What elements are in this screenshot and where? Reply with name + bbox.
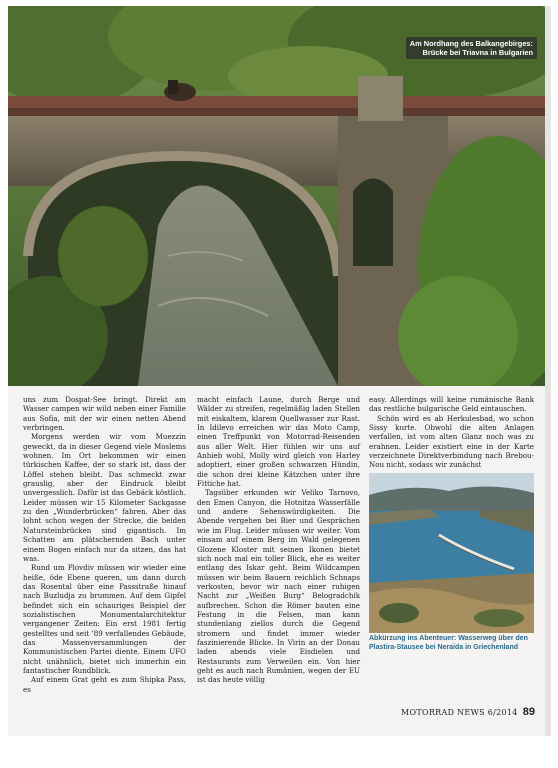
- magazine-issue: MOTORRAD NEWS 6/2014: [401, 708, 518, 717]
- paragraph: Auf einem Grat geht es zum Shipka Pass, es: [23, 675, 186, 694]
- inset-photo-lake-bridge: [369, 473, 534, 633]
- hero-caption: [406, 37, 537, 59]
- paragraph: macht einfach Laune, durch Berge und Wälder zu streifen, regelmäßig laden Stellen mit eiskaltem, klarem Quellwasser zur Rast. In Idilevo erreichen wir das Moto Camp, einen Treffpunkt von Motorrad-Reisenden aus aller Welt. Hier fühlen wir uns auf Anhieb wohl, Molly wird gleich von Harley adoptiert, einer großen schwarzen Hündin, die schon drei kleine Kätzchen unter ihre Fittiche hat.: [197, 395, 360, 489]
- inset-caption-line2: Plastira-Stausee bei Neraida in Griechenland: [369, 643, 518, 651]
- hero-photo-bridge: [8, 6, 545, 386]
- page-edge-shadow: [545, 6, 551, 736]
- page-number: 89: [522, 706, 536, 718]
- paragraph: Morgens werden wir vom Muezzin geweckt, da in dieser Gegend viele Moslems wohnen. Im Ort bekommen wir einen türkischen Kaffee, der so stark ist, dass der Löffel stehen bleibt. Das schmeckt zwar grauslig, aber der Eindruck bleibt unvergesslich. Dafür ist das Gebäck köstlich. Leider müssen wir 15 Kilometer Sackgasse zu den „Wunderbrücken“ fahren. Aber das lohnt schon wegen der Strecke, die beiden Natursteinbrücken sind gigantisch. Im Schatten am plätschernden Bach unter einem Bogen einfach nur da sitzen, das hat was.: [23, 432, 186, 563]
- hero-caption-line1: Am Nordhang des Balkangebirges:: [409, 39, 533, 48]
- hero-caption-line2: Brücke bei Triavna in Bulgarien: [422, 48, 533, 57]
- text-column-2: [197, 395, 360, 685]
- paragraph: Tagsüber erkunden wir Veliko Tarnovo, den Emen Canyon, die Hotnitza Wasserfälle und andere Sehenswürdigkeiten. Die Abende vergehen bei Bier und Gesprächen wie im Flug. Leider müssen wir weiter. Vom einsam auf einem Berg im Wald gelegenen Glozene Kloster mit seinen Ikonen bietet sich noch mal ein toller Blick, ehe es weiter entlang des Iskar geht. Beim Wildcampen müssen wir beim Bauern reichlich Schnaps verkosten, bevor wir nach einer ruhigen Nacht zur „Weißen Burg“ Belogradchik aufbrechen. Schon die Römer bauten eine Festung in die Felsen, man kann stundenlang ziellos durch die Gegend stromern und findet immer wieder faszinierende Blicke. In Virin an der Donau laden abends viele Eisdielen und Restaurants zum Verweilen ein. Von hier geht es auch nach Rumänien, wegen der EU ist das heute völlig: [197, 488, 360, 685]
- paragraph: easy. Allerdings will keine rumänische Bank das restliche bulgarische Geld eintauschen.: [369, 395, 534, 414]
- page-footer: [401, 706, 535, 718]
- paragraph: Rund um Plovdiv müssen wir wieder eine heiße, öde Ebene queren, um dann durch das Rosental über eine Passstraße hinauf nach Buzludja zu brummen. Auf dem Gipfel befindet sich ein schauriges Beispiel der sozialistischen Monumentalarchitektur vergangener Zeiten: Ein erst 1981 fertig gestelltes und seit ’89 verfallendes Gebäude, das Massenversammlungen der Kommunistischen Partei diente. Einem UFO nicht unähnlich, bietet sich immerhin ein fantastischer Rundblick.: [23, 563, 186, 675]
- paragraph: uns zum Dospat-See bringt. Direkt am Wasser campen wir wild neben einer Familie aus Sofia, mit der wir einen netten Abend verbringen.: [23, 395, 186, 433]
- text-column-3: [369, 395, 534, 470]
- inset-caption-line1: Abkürzung ins Abenteuer: Wasserweg über den: [369, 635, 528, 642]
- paragraph: Schön wird es ab Herkulesbad, wo schon Sissy kurte. Obwohl die alten Anlagen verfallen, ist vom alten Glanz noch was zu erahnen. Leider existiert eine in der Karte verzeichnete Direktverbindung nach Brebou-Nou nicht, sodass wir zunächst: [369, 413, 534, 470]
- magazine-page: [8, 6, 545, 736]
- inset-caption: [369, 635, 534, 652]
- text-column-1: [23, 395, 186, 694]
